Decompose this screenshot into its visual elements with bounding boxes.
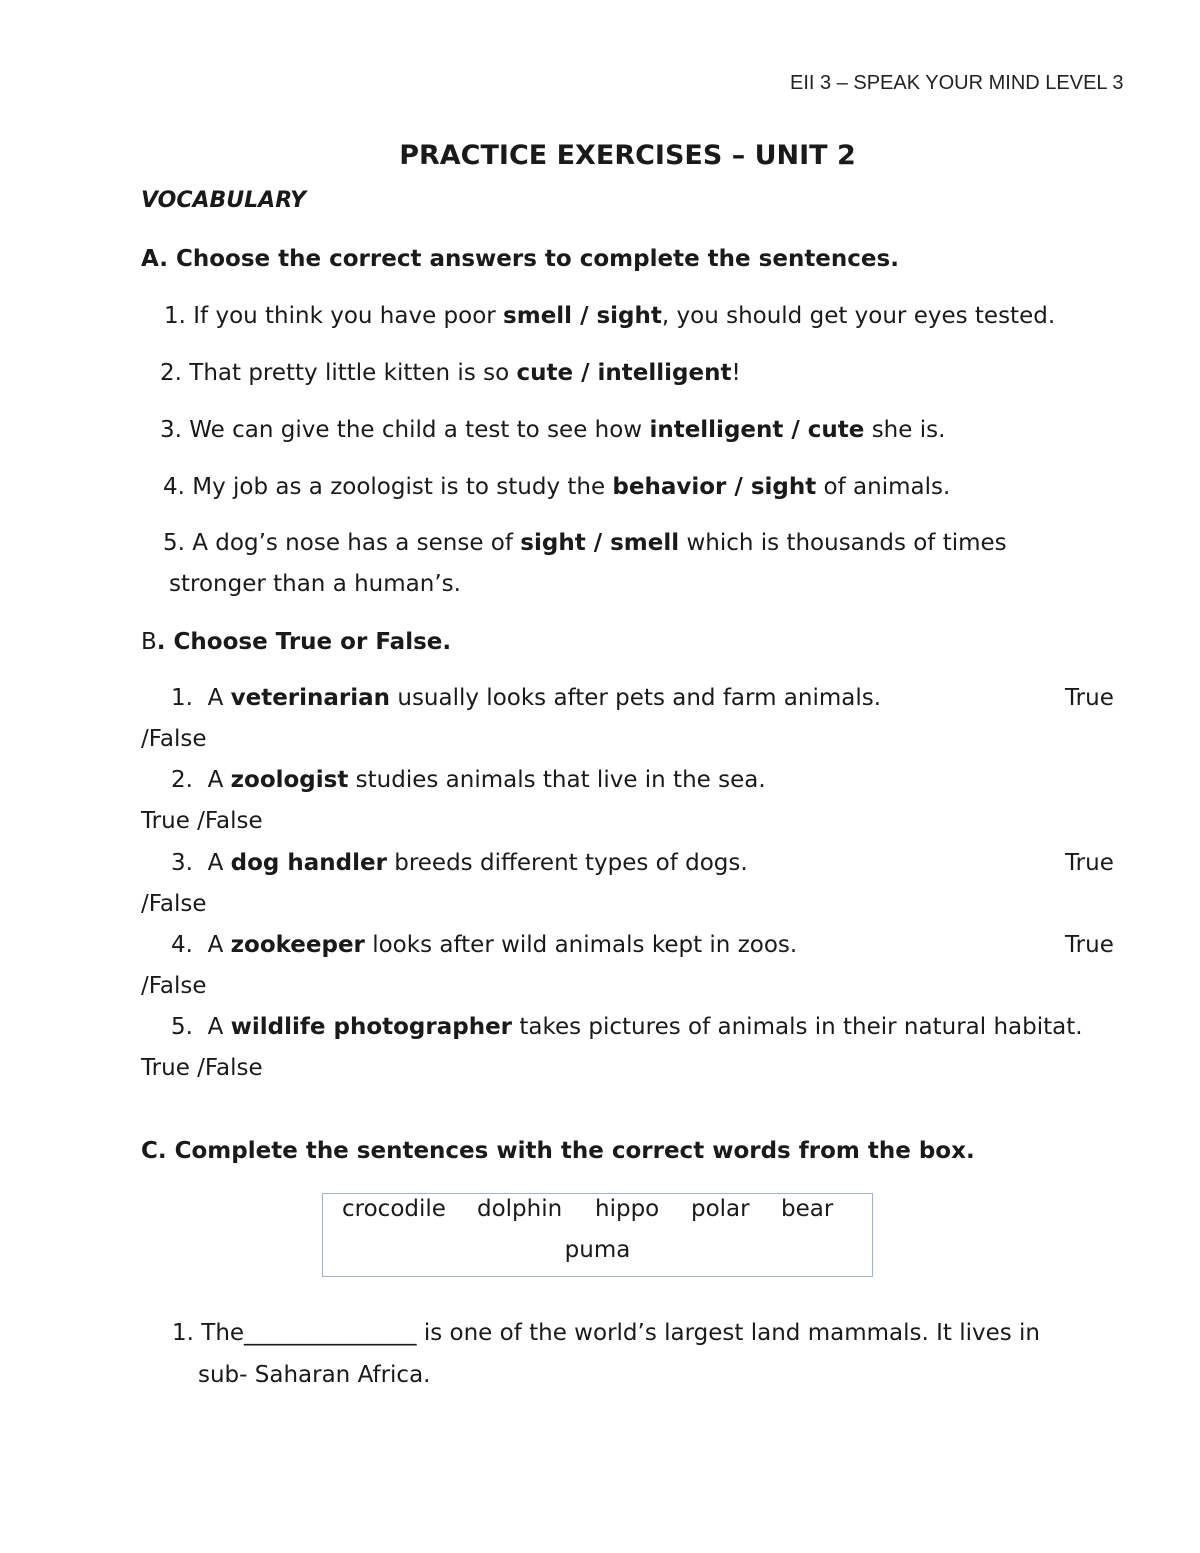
word-box-word: crocodile — [342, 1196, 446, 1222]
item-text: We can give the child a test to see how — [189, 417, 650, 443]
item-text: of animals. — [816, 474, 951, 500]
page-header: EII 3 – SPEAK YOUR MIND LEVEL 3 — [790, 72, 1124, 94]
item-number: 2. — [160, 360, 182, 386]
item-text: My job as a zoologist is to study the — [192, 474, 613, 500]
item-text: A dog’s nose has a sense of — [192, 530, 521, 556]
item-term: wildlife photographer — [230, 1014, 513, 1040]
section-a-item — [160, 417, 945, 443]
item-text: If you think you have poor — [193, 303, 504, 329]
item-continuation: stronger than a human’s. — [169, 571, 461, 597]
item-term: zoologist — [230, 767, 349, 793]
item-text: takes pictures of animals in their natural habitat. — [512, 1014, 1083, 1040]
item-number: 5. — [171, 1014, 193, 1040]
item-text: which is thousands of times — [679, 530, 1007, 556]
item-continuation: sub- Saharan Africa. — [198, 1362, 431, 1388]
false-option[interactable]: /False — [141, 726, 207, 752]
item-text: A — [207, 850, 231, 876]
item-number: 2. — [171, 767, 193, 793]
item-text: studies animals that live in the sea. — [348, 767, 766, 793]
section-c-item — [172, 1320, 1040, 1346]
item-text: A — [207, 685, 231, 711]
true-option[interactable]: True — [1065, 932, 1114, 958]
word-box-word: hippo — [595, 1196, 660, 1222]
item-text: A — [207, 932, 231, 958]
section-b-item — [171, 932, 797, 958]
word-box-word: bear — [781, 1196, 834, 1222]
page-title: PRACTICE EXERCISES – UNIT 2 — [399, 140, 856, 171]
item-text: usually looks after pets and farm animals. — [390, 685, 882, 711]
item-number: 3. — [171, 850, 193, 876]
word-box-word: dolphin — [477, 1196, 563, 1222]
item-choice: sight / smell — [520, 530, 680, 556]
section-b-heading-text: . Choose True or False. — [156, 629, 452, 655]
true-option[interactable]: True — [1065, 850, 1114, 876]
item-number: 1. — [171, 685, 193, 711]
section-a-item — [163, 474, 950, 500]
section-b-heading — [141, 629, 451, 655]
item-text: A — [207, 767, 231, 793]
item-choice: behavior / sight — [612, 474, 817, 500]
item-term: dog handler — [230, 850, 387, 876]
item-text: ! — [731, 360, 741, 386]
item-choice: cute / intelligent — [516, 360, 732, 386]
vocabulary-label: VOCABULARY — [141, 188, 307, 213]
item-number: 5. — [163, 530, 185, 556]
item-text: she is. — [864, 417, 946, 443]
section-b-letter: B — [141, 629, 157, 655]
section-a-item — [160, 360, 741, 386]
item-term: zookeeper — [230, 932, 365, 958]
section-b-item — [171, 685, 881, 711]
item-number: 1. — [172, 1320, 194, 1346]
false-option[interactable]: /False — [141, 973, 207, 999]
item-text: , you should get your eyes tested. — [661, 303, 1056, 329]
section-b-item — [171, 850, 748, 876]
true-false-option[interactable]: True /False — [141, 1055, 263, 1081]
item-choice: smell / sight — [503, 303, 662, 329]
item-term: veterinarian — [230, 685, 391, 711]
item-number: 4. — [171, 932, 193, 958]
section-c-heading: C. Complete the sentences with the correct words from the box. — [141, 1138, 975, 1164]
true-option[interactable]: True — [1065, 685, 1114, 711]
word-box-word: polar — [691, 1196, 750, 1222]
item-text: The_______________ is one of the world’s largest land mammals. It lives in — [201, 1320, 1041, 1346]
section-a-item — [164, 303, 1055, 329]
item-number: 4. — [163, 474, 185, 500]
section-b-item — [171, 1014, 1083, 1040]
item-number: 3. — [160, 417, 182, 443]
item-text: looks after wild animals kept in zoos. — [364, 932, 798, 958]
true-false-option[interactable]: True /False — [141, 808, 263, 834]
false-option[interactable]: /False — [141, 891, 207, 917]
item-text: breeds different types of dogs. — [386, 850, 748, 876]
item-text: That pretty little kitten is so — [189, 360, 517, 386]
item-text: A — [207, 1014, 231, 1040]
word-box — [322, 1193, 873, 1277]
section-a-item — [163, 530, 1007, 556]
item-number: 1. — [164, 303, 186, 329]
item-choice: intelligent / cute — [649, 417, 865, 443]
section-a-heading: A. Choose the correct answers to complete the sentences. — [141, 246, 899, 272]
word-box-word: puma — [564, 1237, 631, 1263]
section-b-item — [171, 767, 766, 793]
